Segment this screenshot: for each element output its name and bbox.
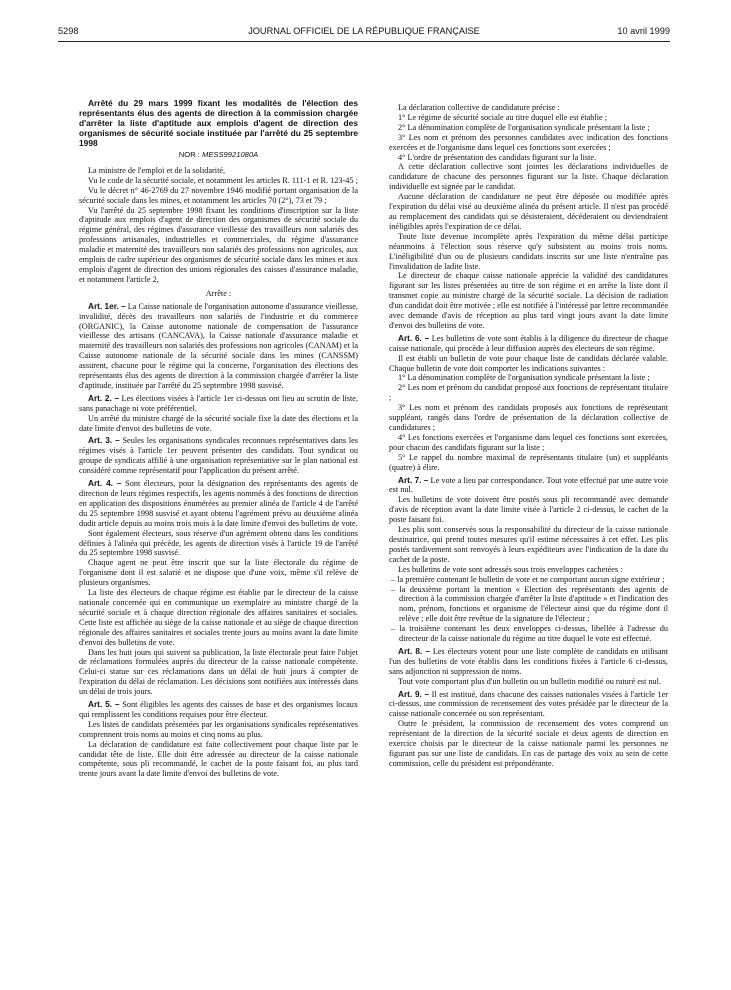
- paragraph: Chaque agent ne peut être inscrit que sur la liste électorale du régime de l'organisme dont il est salarié et ne dispose que d'une voix, même s'il relève de plusieurs organismes.: [79, 558, 358, 588]
- article-1: [79, 302, 358, 391]
- article-label: Art. 4. –: [88, 479, 122, 489]
- paragraph: Les listes de candidats présentées par les organisations syndicales représentatives comprennent trois noms au moins et cinq noms au plus.: [79, 719, 358, 739]
- article-text: Il est institué, dans chacune des caisses nationales visées à l'article 1er ci-dessus, une commission de recensement des votes présidée par le directeur de la caisse nationale concernée ou son représentant.: [389, 689, 669, 719]
- paragraph: Les bulletins de vote doivent être postés sous pli recommandé avec demande d'avis de réception avant la date limite visée à l'article 2 ci-dessus, le cachet de la poste faisant foi.: [389, 495, 668, 525]
- paragraph: 4° L'ordre de présentation des candidats figurant sur la liste.: [398, 152, 597, 162]
- right-column: [389, 103, 668, 769]
- paragraph: Vu le code de la sécurité sociale, et notamment les articles R. 111-1 et R. 123-45 ;: [88, 175, 358, 185]
- paragraph: Le directeur de chaque caisse nationale apprécie la validité des candidatures figurant sur les listes présentées au titre de son régime et en arrête la liste dont il transmet copie au ministre chargé de la sécurité sociale. La décision de radiation d'un candidat doit être motivée ; elle est notifiée à l'intéressé par lettre recommandée avec demande d'avis de réception au plus tard vingt jours avant la date limite d'envoi des bulletins de vote.: [389, 271, 669, 330]
- list-item: – la première contenant le bulletin de vote et ne comportant aucun signe extérieur ;: [391, 574, 665, 584]
- paragraph: Dans les huit jours qui suivent sa publication, la liste électorale peut faire l'objet de réclamations formulées auprès du directeur de la caisse nationale compétente. Celui-ci statue sur ces réclamations dans un délai de huit jours à compter de l'expiration du délai de réclamation. Les décisions sont notifiées aux intéressés dans un délai de trois jours.: [79, 647, 358, 697]
- list-item: 1° La dénomination complète de l'organisation syndicale présentant la liste ;: [398, 373, 650, 383]
- article-4: [79, 479, 358, 529]
- article-7: [389, 476, 668, 496]
- article-text: Le vote a lieu par correspondance. Tout vote effectué par une autre voie est nul.: [389, 475, 669, 495]
- article-text: Les élections visées à l'article 1er ci-dessus ont lieu au scrutin de liste, sans panachage ni vote préférentiel.: [79, 393, 359, 413]
- article-label: Art. 2. –: [88, 393, 120, 403]
- paragraph: Tout vote comportant plus d'un bulletin ou un bulletin modifié ou raturé est nul.: [398, 676, 662, 686]
- paragraph: Toute liste devenue incomplète après l'expiration du même délai participe néanmoins à l'élection sous réserve qu'y subsistent au moins trois noms. L'inéligibilité d'un ou de plusieurs candidats inscrits sur une liste n'entraîne pas l'invalidation de ladite liste.: [389, 231, 668, 271]
- article-8: [389, 647, 668, 677]
- paragraph: La déclaration de candidature est faite collectivement pour chaque liste par le candidat tête de liste. Elle doit être adressée au directeur de la caisse nationale compétente, sous pli recommandé, le cachet de la poste faisant foi, au plus tard trente jours avant la date limite d'envoi des bulletins de vote.: [79, 739, 358, 779]
- paragraph: Vu l'arrêté du 25 septembre 1998 fixant les conditions d'inscription sur la liste d'aptitude aux emplois d'agent de direction des organismes de sécurité sociale du régime général, des régimes d'assurance vieillesse des travailleurs non salariés des professions artisanales, industrielles et commerciales, du régime d'assurance maladie et maternité des travailleurs non salariés des professions non agricoles, aux emplois de cadre supérieur des organismes de sécurité sociale dans les mines et aux emplois d'agent de direction des unions régionales des caisses d'assurance maladie, et notamment l'article 2,: [79, 205, 358, 284]
- article-2: [79, 394, 358, 414]
- article-text: Sont éligibles les agents des caisses de base et des organismes locaux qui remplissent les conditions requises pour être électeur.: [79, 700, 359, 719]
- decree-title: Arrêté du 29 mars 1999 fixant les modalités de l'élection des représentants élus des agents de direction à la commission chargée d'arrêter la liste d'aptitude aux emplois d'agent de direction des organismes de sécurité sociale instituée par l'arrêté du 25 septembre 1998: [79, 98, 358, 148]
- article-label: Art. 9. –: [398, 689, 430, 699]
- page-header: [58, 26, 670, 40]
- paragraph: Les bulletins de vote sont adressés sous trois enveloppes cachetées :: [398, 564, 623, 574]
- paragraph: Il est établi un bulletin de vote pour chaque liste de candidats déclarée valable. Chaque bulletin de vote doit comporter les indications suivantes :: [389, 353, 668, 373]
- envelope-list: [389, 575, 668, 644]
- nor-code: MESS9921080A: [202, 150, 259, 159]
- paragraph: Sont également électeurs, sous réserve d'un agrément obtenu dans les conditions définies à l'alinéa qui précède, les agents de direction visés à l'article 19 de l'arrêté du 25 septembre 1998 susvisé.: [79, 528, 358, 558]
- article-text: Les bulletins de vote sont établis à la diligence du directeur de chaque caisse nationale, qui procède à leur diffusion auprès des électeurs de son régime.: [389, 333, 669, 353]
- article-label: Art. 3. –: [88, 436, 120, 446]
- list-item: 4° Les fonctions exercées et l'organisme dans lequel ces fonctions sont exercées, pour chacun des candidats figurant sur la liste ;: [389, 432, 668, 452]
- article-label: Art. 8. –: [398, 646, 430, 656]
- header-rule: [58, 41, 670, 42]
- article-text: La Caisse nationale de l'organisation autonome d'assurance vieillesse, invalidité, décès des travailleurs non salariés de l'industrie et du commerce (ORGANIC), la Caisse autonome nationale de compensation de l'assurance vieillesse des artisans (CANCAVA), la Caisse nationale d'assurance maladie et maternité des travailleurs non salariés des professions non agricoles (CANAM) et la Caisse autonome nationale de la sécurité sociale dans les mines (CANSSM) assurent, chacune pour le régime qui la concerne, l'organisation des élections des représentants élus des agents de direction à la commission chargée d'arrêter la liste d'aptitude, instituée par l'arrêté du 25 septembre 1998 susvisé.: [79, 301, 358, 390]
- paragraph: A cette déclaration collective sont jointes les déclarations individuelles de candidature de chacune des personnes figurant sur la liste. Chaque déclaration individuelle est signée par le candidat.: [389, 162, 668, 192]
- article-label: Art. 7. –: [398, 475, 429, 485]
- nor-label: NOR :: [178, 150, 200, 159]
- list-item: 2° Les nom et prénom du candidat proposé aux fonctions de représentant titulaire ;: [389, 383, 668, 403]
- article-3: [79, 436, 358, 476]
- paragraph: 1° Le régime de sécurité sociale au titre duquel elle est établie ;: [398, 112, 608, 122]
- paragraph: La ministre de l'emploi et de la solidarité,: [88, 165, 226, 175]
- nor-reference: [79, 150, 358, 160]
- article-6: [389, 334, 668, 354]
- paragraph: Les plis sont conservés sous la responsabilité du directeur de la caisse nationale destinatrice, qui prend toutes mesures qu'il estime nécessaires à cet effet. Les plis postés tardivement sont renvoyés à leurs expéditeurs avec l'indication de la date du cachet de la poste.: [389, 525, 668, 564]
- article-5: [79, 700, 358, 720]
- article-text: Les électeurs votent pour une liste complète de candidats en utilisant l'un des bulletins de vote établis dans les conditions fixées à l'article 6 ci-dessus, sans adjonction ni suppression de noms.: [389, 646, 668, 676]
- paragraph: La déclaration collective de candidature précise :: [398, 103, 560, 112]
- article-9: [389, 690, 668, 720]
- paragraph: Aucune déclaration de candidature ne peut être déposée ou modifiée après l'expiration du délai visé au deuxième alinéa du présent article. Il n'est pas procédé au remplacement des candidats qui se désisteraient, décéderaient ou deviendraient inéligibles après l'expiration de ce délai.: [389, 192, 668, 231]
- paragraph: Outre le président, la commission de recensement des votes comprend un représentant de la direction de la sécurité sociale et deux agents de direction en exercice choisis par le directeur de la caisse nationale parmi les personnes ne figurant pas sur une liste de candidats. En cas de partage des voix au sein de cette commission, celle du président est prépondérante.: [389, 719, 668, 768]
- list-item: 5° Le rappel du nombre maximal de représentants titulaire (un) et suppléants (quatre) à élire.: [389, 452, 668, 472]
- article-text: Sont électeurs, pour la désignation des représentants des agents de direction de leurs régimes respectifs, les agents nommés à des fonctions de direction en application des dispositions énumérées au premier alinéa de l'article 4 de l'arrêté du 25 septembre 1998 susvisé et ayant obtenu l'agrément prévu au deuxième alinéa dudit article depuis au moins trois mois à la date limite d'envoi des bulletins de vote.: [79, 479, 359, 528]
- article-label: Art. 5. –: [88, 700, 120, 710]
- article-text: Seules les organisations syndicales reconnues représentatives dans les régimes visés à l'article 1er peuvent présenter des candidats. Tout syndicat ou groupe de syndicats affilié à une organisation représentative sur le plan national est considéré comme représentatif pour l'application du présent arrêté.: [79, 436, 359, 476]
- paragraph: Un arrêté du ministre chargé de la sécurité sociale fixe la date des élections et la date limite d'envoi des bulletins de vote.: [79, 413, 358, 433]
- issue-date: 10 avril 1999: [617, 26, 670, 36]
- paragraph: La liste des électeurs de chaque régime est établie par le directeur de la caisse nationale concernée qui en communique un exemplaire au ministre chargé de la sécurité sociale et à chaque direction régionale des affaires sanitaires et sociales. Cette liste est affichée au siège de la caisse nationale et au siège de chaque direction régionale des affaires sanitaires et sociales trente jours au moins avant la date limite d'envoi des bulletins de vote.: [79, 588, 358, 647]
- list-item: – la troisième contenant les deux enveloppes ci-dessus, libellée à l'adresse du directeur de la caisse nationale du régime au titre duquel le vote est effectué.: [391, 624, 668, 644]
- list-item: – la deuxième portant la mention « Election des représentants des agents de direction à la commission chargée d'arrêter la liste d'aptitude » et l'indication des nom, prénom, fonctions et organisme de l'électeur ainsi que du régime dont il relève ; elle doit être revêtue de la signature de l'électeur ;: [391, 584, 668, 624]
- paragraph: 3° Les nom et prénom des personnes candidates avec indication des fonctions exercées et de l'organisme dans lequel ces fonctions sont exercées ;: [389, 132, 668, 152]
- left-column: [79, 98, 358, 779]
- article-label: Art. 1er. –: [88, 301, 126, 311]
- arrete-heading: Arrête :: [205, 288, 232, 298]
- paragraph: Vu le décret n° 46-2769 du 27 novembre 1946 modifié portant organisation de la sécurité sociale dans les mines, et notamment les articles 70 (2°), 73 et 79 ;: [79, 185, 358, 205]
- article-label: Art. 6. –: [398, 333, 430, 343]
- page-number: 5298: [58, 26, 79, 36]
- paragraph: 2° La dénomination complète de l'organisation syndicale présentant la liste ;: [398, 122, 650, 132]
- list-item: 3° Les nom et prénom des candidats proposés aux fonctions de représentant suppléant, rangés dans l'ordre de présentation de la déclaration collective de candidatures ;: [389, 403, 668, 432]
- journal-title: JOURNAL OFFICIEL DE LA RÉPUBLIQUE FRANÇAISE: [248, 26, 480, 36]
